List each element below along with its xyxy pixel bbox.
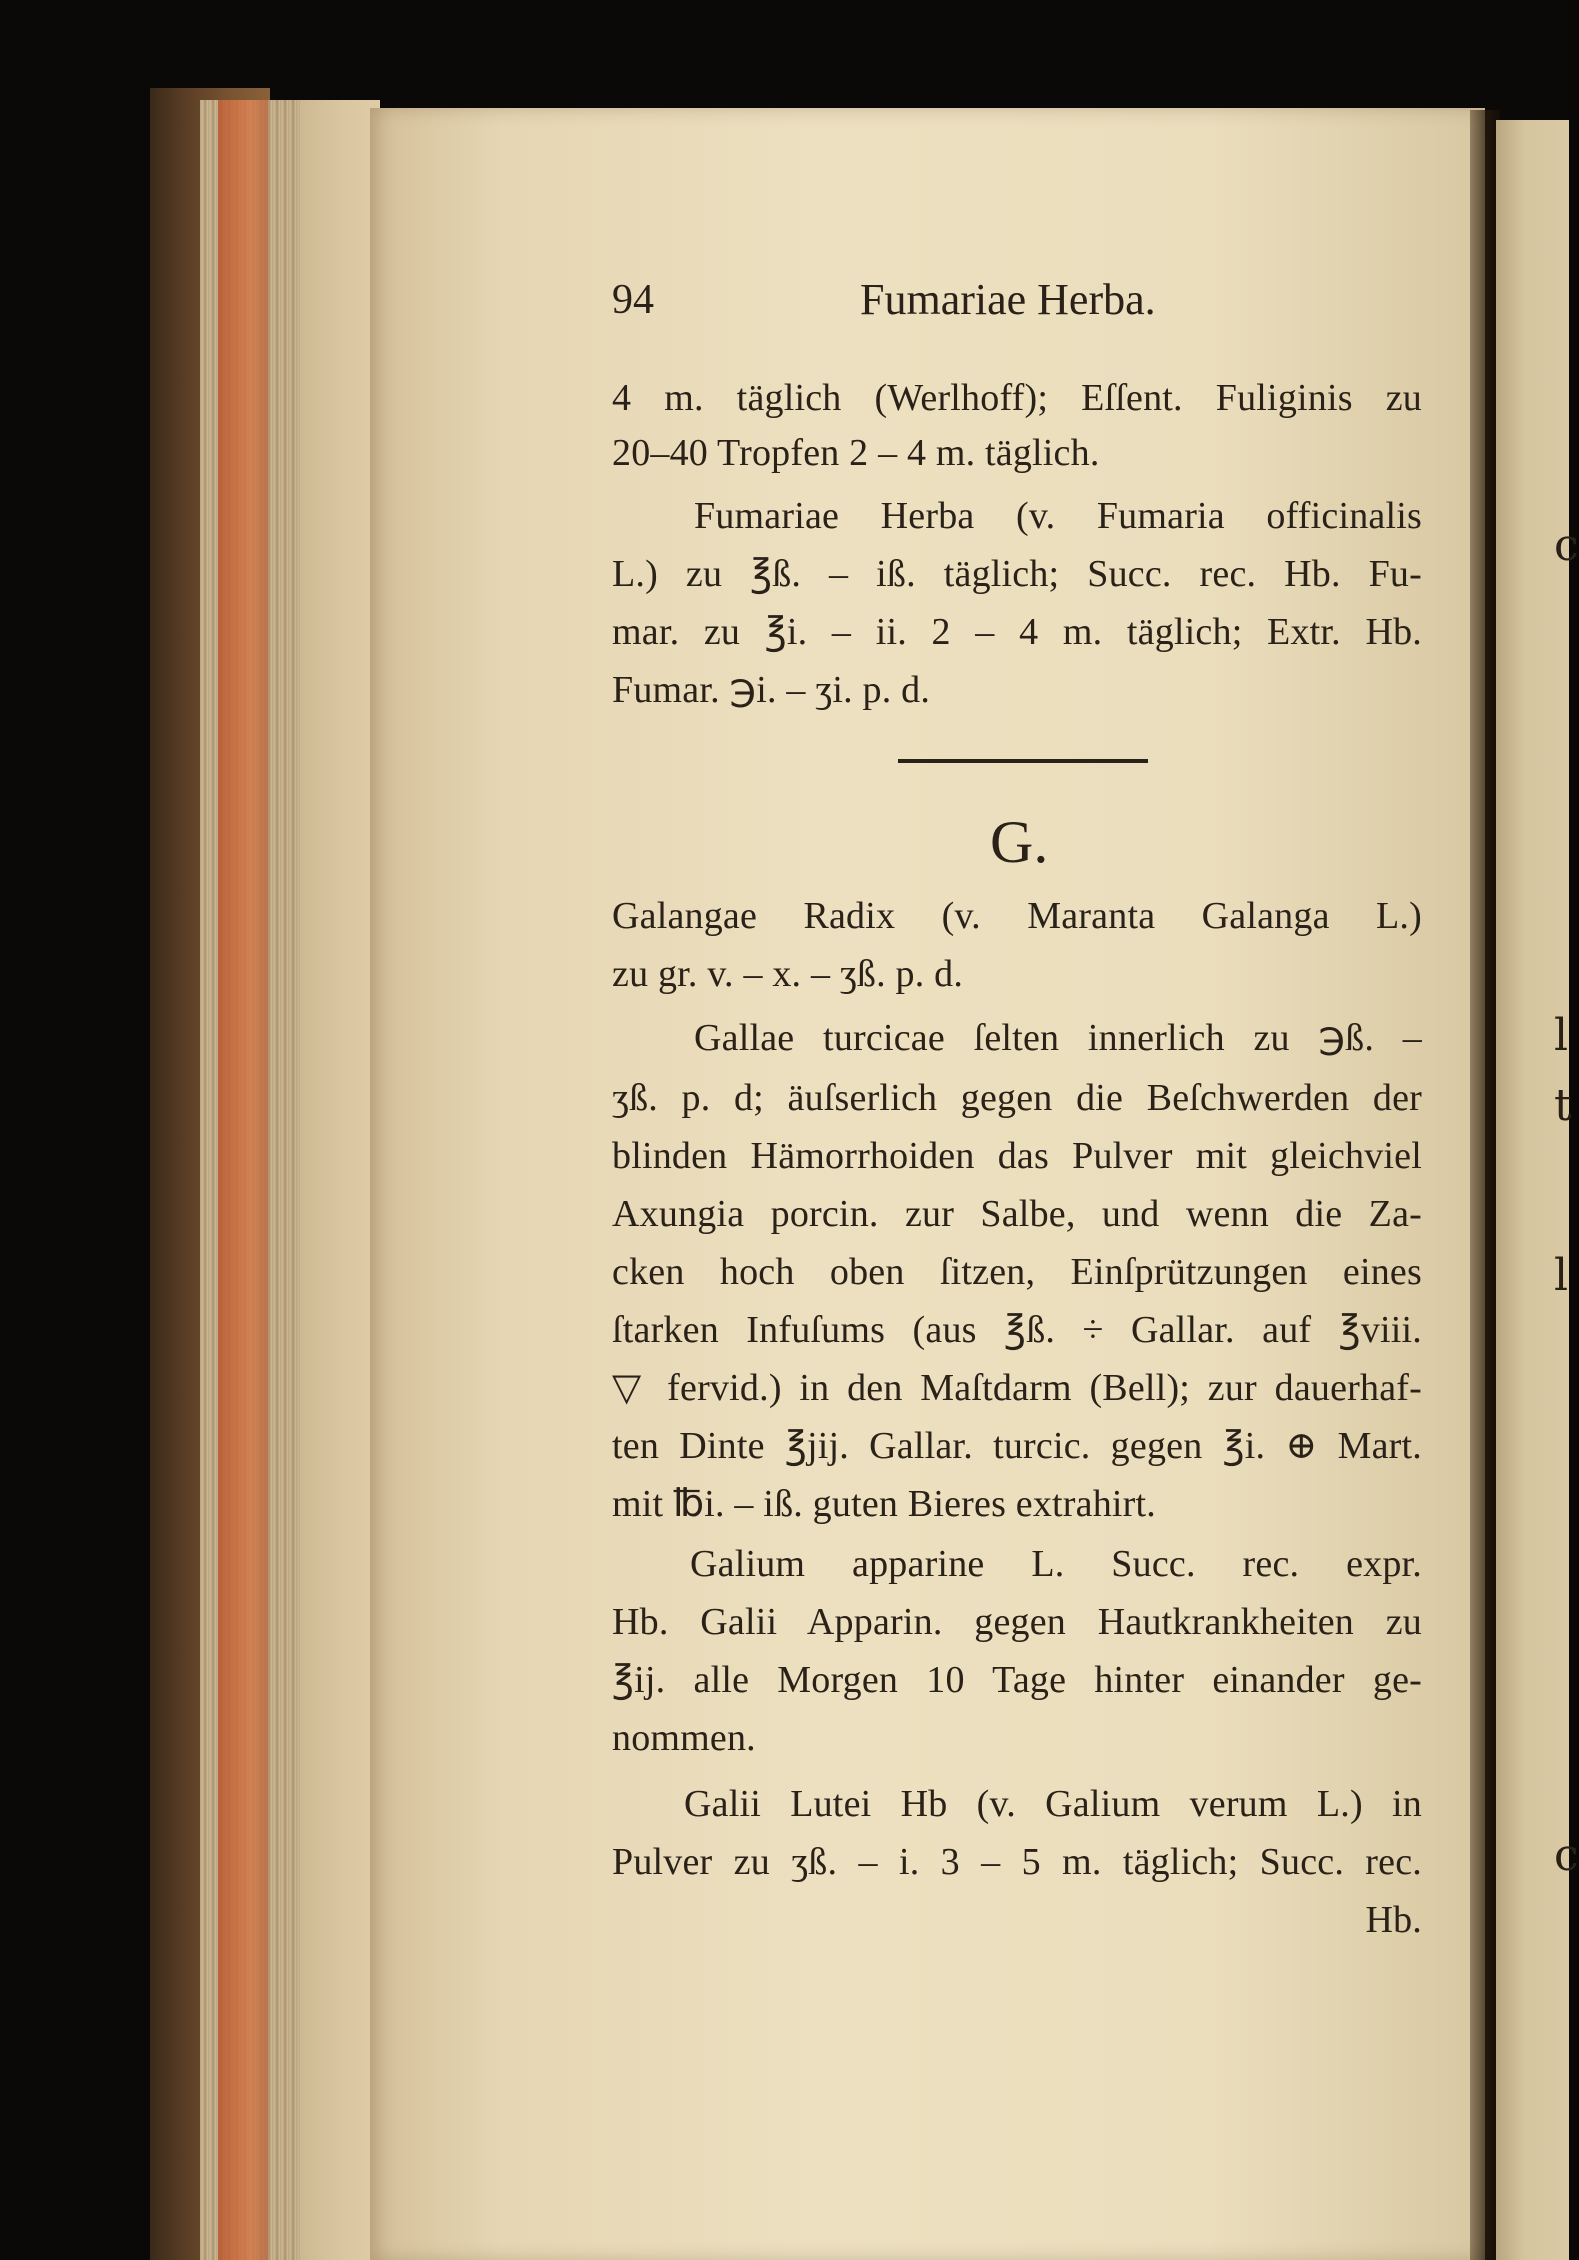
text-line: Pulver zu ʒß. – i. 3 – 5 m. täglich; Succ. rec. [612, 1841, 1422, 1883]
text-line: L.) zu ℥ß. – iß. täglich; Succ. rec. Hb. Fu- [612, 553, 1422, 595]
text-line: Axungia porcin. zur Salbe, und wenn die Za- [612, 1193, 1422, 1235]
facing-page-fragment: c [1554, 1830, 1579, 1881]
entry-heading-line: Gallae turcicae ſelten innerlich zu ℈ß. – [694, 1017, 1422, 1059]
text-line: mar. zu ℥i. – ii. 2 – 4 m. täglich; Extr. Hb. [612, 611, 1422, 653]
text-line: cken hoch oben ſitzen, Einſprützungen eines [612, 1251, 1422, 1293]
text-line: ℥ij. alle Morgen 10 Tage hinter einander ge- [612, 1659, 1422, 1701]
text-line: ʒß. p. d; äuſserlich gegen die Beſchwerden der [612, 1077, 1422, 1119]
page-number: 94 [612, 277, 654, 323]
text-line: zu gr. v. – x. – ʒß. p. d. [612, 953, 964, 995]
text-line: mit ℔i. – iß. guten Bieres extrahirt. [612, 1483, 1156, 1525]
facing-page-fragment: t [1554, 1080, 1572, 1131]
section-divider [898, 759, 1148, 763]
text-line: 4 m. täglich (Werlhoff); Eſſent. Fuliginis zu [612, 377, 1422, 419]
facing-page-fragment: l [1554, 1250, 1569, 1301]
text-line: Fumar. ℈i. – ʒi. p. d. [612, 669, 931, 711]
section-letter: G. [990, 809, 1049, 875]
text-line: Hb. Galii Apparin. gegen Hautkrankheiten zu [612, 1601, 1422, 1643]
text-line: ▽ fervid.) in den Maſtdarm (Bell); zur dauerhaf- [612, 1367, 1422, 1409]
entry-heading-line: Fumariae Herba (v. Fumaria officinalis [694, 495, 1422, 537]
entry-heading-line: Galium apparine L. Succ. rec. expr. [690, 1543, 1422, 1585]
facing-page-fragment: l [1554, 1010, 1569, 1061]
entry-heading-line: Galii Lutei Hb (v. Galium verum L.) in [684, 1783, 1422, 1825]
facing-page-fragment: c [1554, 520, 1579, 571]
text-line: nommen. [612, 1717, 756, 1759]
catchword: Hb. [1365, 1899, 1422, 1941]
text-line: ſtarken Infuſums (aus ℥ß. ÷ Gallar. auf ℥viii. [612, 1309, 1422, 1351]
entry-heading-line: Galangae Radix (v. Maranta Galanga L.) [612, 895, 1422, 937]
text-line: 20–40 Tropfen 2 – 4 m. täglich. [612, 432, 1100, 474]
running-head: Fumariae Herba. [860, 275, 1156, 324]
text-line: blinden Hämorrhoiden das Pulver mit gleichviel [612, 1135, 1422, 1177]
text-line: ten Dinte ℥jij. Gallar. turcic. gegen ℥i. ⊕ Mart. [612, 1425, 1422, 1467]
